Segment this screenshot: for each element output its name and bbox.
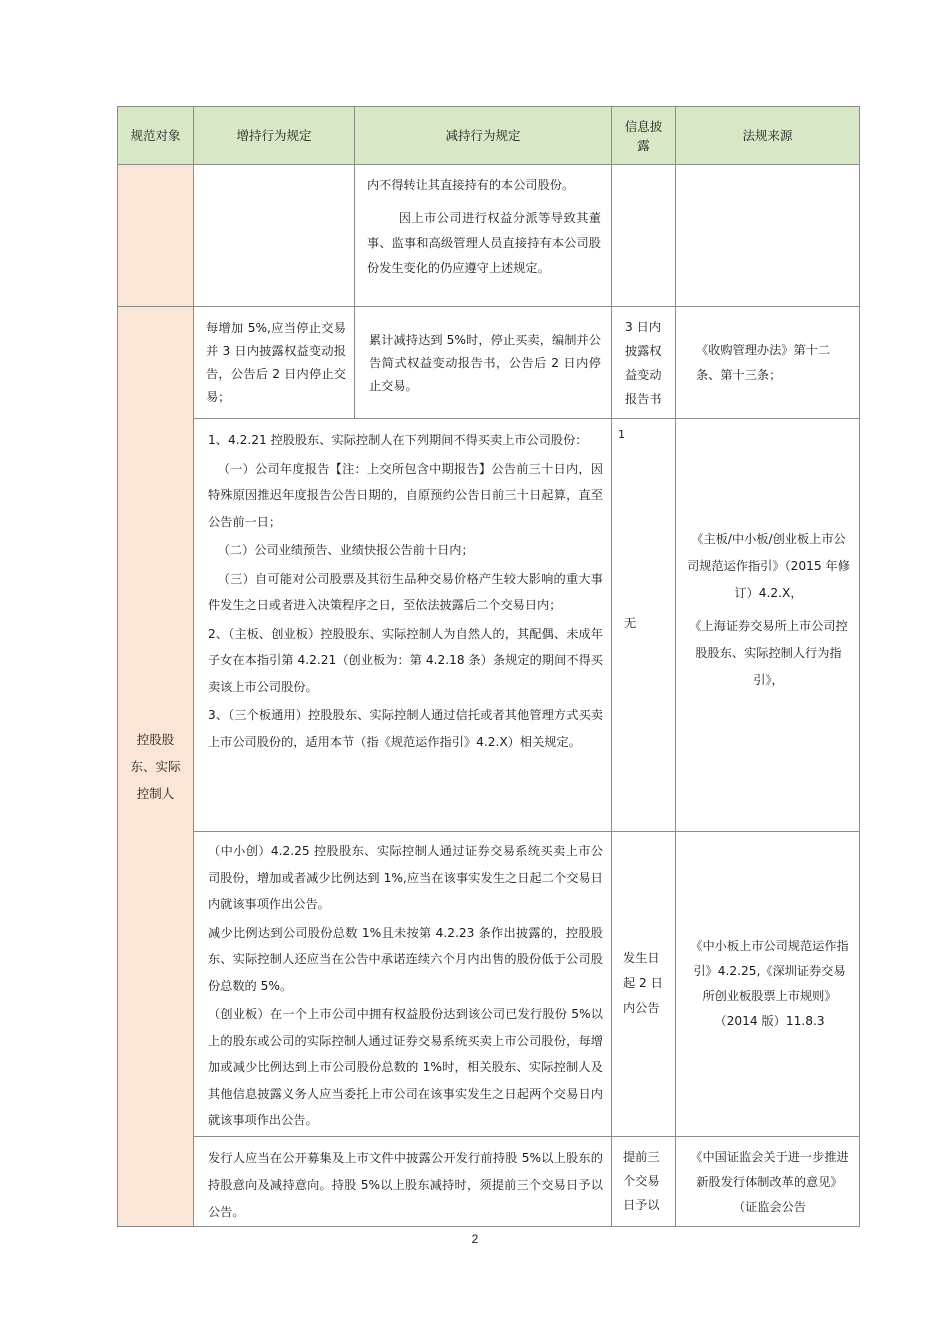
source-text: 《中小板上市公司规范运作指引》4.2.25,《深圳证券交易所创业板股票上市规则》（2014 版）11.8.3 xyxy=(690,938,849,1028)
rule-paragraph: （一）公司年度报告【注：上交所包含中期报告】公告前三十日内，因特殊原因推迟年度报告公告日期的，自原预约公告日前三十日起算，直至公告前一日； xyxy=(208,461,603,529)
header-source: 法规来源 xyxy=(676,107,860,165)
disclosure-cell xyxy=(612,832,676,1137)
disclosure-text: 发生日起 2 日内公告 xyxy=(623,951,663,1016)
source-cell xyxy=(676,165,860,307)
reduce-text: 累计减持达到 5%时，停止买卖，编制并公告简式权益变动报告书，公告后 2 日内停止交易。 xyxy=(369,333,601,393)
disclosure-text: 3 日内披露权益变动报告书 xyxy=(625,320,662,406)
increase-cell xyxy=(194,307,355,419)
increase-cell xyxy=(194,165,355,307)
table-row xyxy=(118,307,860,419)
rule-paragraph: （创业板）在一个上市公司中拥有权益股份达到该公司已发行股份 5%以上的股东或公司的实际控制人通过证券交易系统买卖上市公司股份，每增加或减少比例达到上市公司股份总数的 1%时，相关股东、实际控制人及其他信息披露义务人应当委托上市公司在该事实发生之日起两个交易日内就该事项作出公告。 xyxy=(208,1007,603,1127)
subject-label: 控股股东、实际控制人 xyxy=(130,731,181,801)
source-cell xyxy=(676,307,860,419)
disclosure-cell xyxy=(612,307,676,419)
source-text: 《收购管理办法》第十二条、第十三条； xyxy=(696,342,831,382)
header-disclosure: 信息披露 xyxy=(612,107,676,165)
source-cell xyxy=(676,832,860,1137)
rules-cell xyxy=(194,419,612,832)
header-increase: 增持行为规定 xyxy=(194,107,355,165)
rule-paragraph: 1、4.2.21 控股股东、实际控制人在下列期间不得买卖上市公司股份： xyxy=(208,433,588,447)
rule-paragraph: （中小创）4.2.25 控股股东、实际控制人通过证券交易系统买卖上市公司股份，增加或者减少比例达到 1%,应当在该事实发生之日起二个交易日内就该事项作出公告。 xyxy=(208,844,603,911)
subject-cell-controlling xyxy=(118,307,194,1227)
rule-paragraph: 3、（三个板通用）控股股东、实际控制人通过信托或者其他管理方式买卖上市公司股份的，适用本节（指《规范运作指引》4.2.X）相关规定。 xyxy=(208,708,603,749)
rule-paragraph: （三）自可能对公司股票及其衍生品种交易价格产生较大影响的重大事件发生之日或者进入决策程序之日，至依法披露后二个交易日内； xyxy=(208,571,603,612)
table-row xyxy=(118,165,860,307)
rules-cell xyxy=(194,1136,612,1226)
reduce-cell xyxy=(355,307,612,419)
disclosure-cell xyxy=(612,165,676,307)
rule-paragraph: （二）公司业绩预告、业绩快报公告前十日内； xyxy=(217,543,474,557)
reduce-text: 因上市公司进行权益分派等导致其董事、监事和高级管理人员直接持有本公司股份发生变化的仍应遵守上述规定。 xyxy=(367,210,601,275)
source-text: 《中国证监会关于进一步推进新股发行体制改革的意见》（证监会公告 xyxy=(690,1149,849,1214)
regulation-table xyxy=(117,106,860,1227)
header-reduce: 减持行为规定 xyxy=(355,107,612,165)
source-text: 《主板/中小板/创业板上市公司规范运作指引》（2015 年修订）4.2.X， xyxy=(687,532,850,600)
reduce-cell xyxy=(355,165,612,307)
page-number: 2 xyxy=(471,1232,479,1246)
subject-cell-continued xyxy=(118,165,194,307)
rule-paragraph: 减少比例达到公司股份总数 1%且未按第 4.2.23 条作出披露的，控股股东、实际控制人还应当在公告中承诺连续六个月内出售的股份低于公司股份总数的 5%。 xyxy=(208,925,603,993)
source-cell xyxy=(676,419,860,832)
table-row xyxy=(118,1136,860,1226)
table-row xyxy=(118,419,860,832)
increase-text: 每增加 5%,应当停止交易并 3 日内披露权益变动报告，公告后 2 日内停止交易； xyxy=(206,321,346,404)
cell-marker: 1 xyxy=(618,428,625,441)
header-subject: 规范对象 xyxy=(118,107,194,165)
rule-paragraph: 2、（主板、创业板）控股股东、实际控制人为自然人的，其配偶、未成年子女在本指引第 4.2.21（创业板为：第 4.2.18 条）条规定的期间不得买卖该上市公司股份。 xyxy=(208,626,603,694)
table-row xyxy=(118,832,860,1137)
reduce-text: 内不得转让其直接持有的本公司股份。 xyxy=(367,178,575,192)
table-header-row xyxy=(118,107,860,165)
disclosure-cell xyxy=(612,419,676,832)
disclosure-text: 无 xyxy=(624,616,637,630)
rule-paragraph: 发行人应当在公开募集及上市文件中披露公开发行前持股 5%以上股东的持股意向及减持意向。持股 5%以上股东减持时，须提前三个交易日予以公告。 xyxy=(208,1150,603,1219)
disclosure-text: 提前三个交易日予以 xyxy=(623,1149,660,1212)
rules-cell xyxy=(194,832,612,1137)
disclosure-cell xyxy=(612,1136,676,1226)
source-text: 《上海证券交易所上市公司控股股东、实际控制人行为指引》， xyxy=(689,619,848,687)
source-cell xyxy=(676,1136,860,1226)
